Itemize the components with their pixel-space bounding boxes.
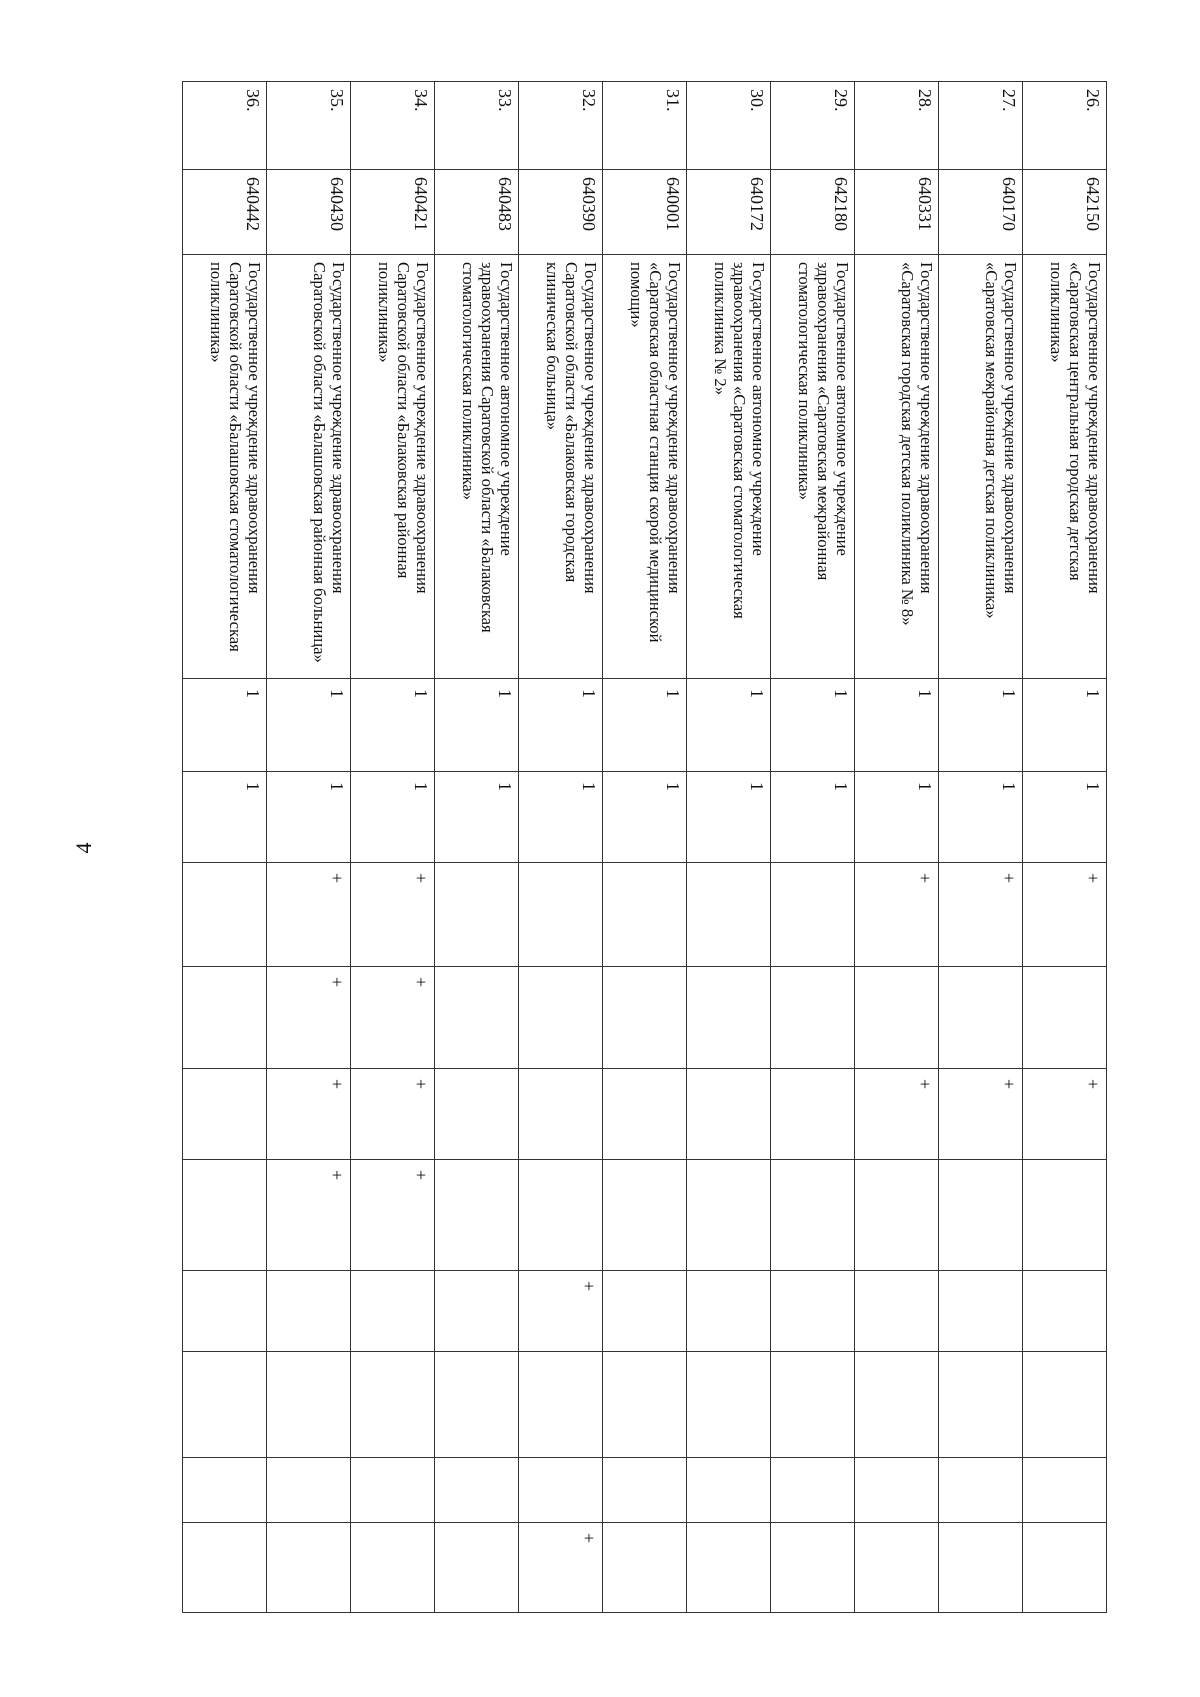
value-cell-8 xyxy=(519,1352,603,1458)
org-code-cell: 640170 xyxy=(939,170,1023,255)
value-cell-2: 1 xyxy=(435,772,519,863)
value-cell-8 xyxy=(687,1352,771,1458)
value-cell-4 xyxy=(183,967,267,1069)
value-cell-4: + xyxy=(267,967,351,1069)
value-cell-10 xyxy=(939,1523,1023,1613)
org-code-cell: 642180 xyxy=(771,170,855,255)
org-code-cell: 640390 xyxy=(519,170,603,255)
org-code-cell: 640442 xyxy=(183,170,267,255)
value-cell-5 xyxy=(435,1069,519,1160)
value-cell-1: 1 xyxy=(351,679,435,772)
row-number-cell: 30. xyxy=(687,82,771,170)
value-cell-9 xyxy=(771,1458,855,1523)
value-cell-7 xyxy=(939,1271,1023,1352)
value-cell-7 xyxy=(855,1271,939,1352)
value-cell-6 xyxy=(687,1160,771,1271)
value-cell-4 xyxy=(603,967,687,1069)
value-cell-3: + xyxy=(855,863,939,967)
value-cell-10: + xyxy=(519,1523,603,1613)
value-cell-3 xyxy=(687,863,771,967)
value-cell-1: 1 xyxy=(1023,679,1107,772)
org-code-cell: 640001 xyxy=(603,170,687,255)
value-cell-3: + xyxy=(267,863,351,967)
medical-organizations-table xyxy=(182,81,1107,1613)
value-cell-4 xyxy=(771,967,855,1069)
value-cell-2: 1 xyxy=(855,772,939,863)
value-cell-8 xyxy=(771,1352,855,1458)
row-number-cell: 33. xyxy=(435,82,519,170)
row-number-cell: 34. xyxy=(351,82,435,170)
value-cell-9 xyxy=(687,1458,771,1523)
value-cell-9 xyxy=(519,1458,603,1523)
value-cell-10 xyxy=(351,1523,435,1613)
value-cell-1: 1 xyxy=(771,679,855,772)
value-cell-8 xyxy=(939,1352,1023,1458)
org-name-cell: Государственное учреждение здравоохранения Саратовской области «Балашовская стоматологическая поликлиника» xyxy=(183,255,267,679)
value-cell-5: + xyxy=(939,1069,1023,1160)
value-cell-10 xyxy=(183,1523,267,1613)
value-cell-1: 1 xyxy=(855,679,939,772)
value-cell-6 xyxy=(939,1160,1023,1271)
value-cell-2: 1 xyxy=(267,772,351,863)
org-code-cell: 640172 xyxy=(687,170,771,255)
row-number-cell: 27. xyxy=(939,82,1023,170)
value-cell-5 xyxy=(183,1069,267,1160)
value-cell-3: + xyxy=(1023,863,1107,967)
value-cell-7 xyxy=(771,1271,855,1352)
org-name-cell: Государственное учреждение здравоохранения «Саратовская городская детская поликлиника № 8» xyxy=(855,255,939,679)
value-cell-2: 1 xyxy=(771,772,855,863)
value-cell-9 xyxy=(267,1458,351,1523)
value-cell-3: + xyxy=(939,863,1023,967)
table-row xyxy=(435,82,519,1613)
value-cell-2: 1 xyxy=(1023,772,1107,863)
value-cell-7 xyxy=(183,1271,267,1352)
table-row xyxy=(1023,82,1107,1613)
value-cell-3 xyxy=(183,863,267,967)
value-cell-2: 1 xyxy=(687,772,771,863)
value-cell-10 xyxy=(1023,1523,1107,1613)
value-cell-7: + xyxy=(519,1271,603,1352)
value-cell-10 xyxy=(603,1523,687,1613)
value-cell-5 xyxy=(771,1069,855,1160)
org-code-cell: 640483 xyxy=(435,170,519,255)
value-cell-6 xyxy=(519,1160,603,1271)
value-cell-10 xyxy=(687,1523,771,1613)
value-cell-1: 1 xyxy=(183,679,267,772)
value-cell-5 xyxy=(603,1069,687,1160)
row-number-cell: 29. xyxy=(771,82,855,170)
value-cell-3 xyxy=(771,863,855,967)
org-code-cell: 640430 xyxy=(267,170,351,255)
org-name-cell: Государственное учреждение здравоохранения «Саратовская межрайонная детская поликлиника» xyxy=(939,255,1023,679)
value-cell-4 xyxy=(687,967,771,1069)
value-cell-10 xyxy=(435,1523,519,1613)
value-cell-6: + xyxy=(267,1160,351,1271)
value-cell-10 xyxy=(267,1523,351,1613)
value-cell-4: + xyxy=(351,967,435,1069)
row-number-cell: 32. xyxy=(519,82,603,170)
value-cell-3 xyxy=(603,863,687,967)
value-cell-6 xyxy=(855,1160,939,1271)
value-cell-5 xyxy=(519,1069,603,1160)
value-cell-7 xyxy=(435,1271,519,1352)
value-cell-4 xyxy=(519,967,603,1069)
value-cell-3: + xyxy=(351,863,435,967)
org-name-cell: Государственное автономное учреждение здравоохранения Саратовской области «Балаковская стоматологическая поликлиника» xyxy=(435,255,519,679)
value-cell-5 xyxy=(687,1069,771,1160)
value-cell-5: + xyxy=(351,1069,435,1160)
org-name-cell: Государственное учреждение здравоохранения «Саратовская центральная городская детская поликлиника» xyxy=(1023,255,1107,679)
table-row xyxy=(351,82,435,1613)
row-number-cell: 36. xyxy=(183,82,267,170)
row-number-cell: 26. xyxy=(1023,82,1107,170)
table-row xyxy=(939,82,1023,1613)
table-row xyxy=(687,82,771,1613)
table-row xyxy=(183,82,267,1613)
value-cell-5: + xyxy=(1023,1069,1107,1160)
value-cell-8 xyxy=(351,1352,435,1458)
value-cell-7 xyxy=(351,1271,435,1352)
row-number-cell: 31. xyxy=(603,82,687,170)
value-cell-6 xyxy=(435,1160,519,1271)
value-cell-3 xyxy=(435,863,519,967)
value-cell-9 xyxy=(1023,1458,1107,1523)
value-cell-6 xyxy=(183,1160,267,1271)
value-cell-10 xyxy=(771,1523,855,1613)
value-cell-5: + xyxy=(267,1069,351,1160)
value-cell-8 xyxy=(183,1352,267,1458)
value-cell-4 xyxy=(855,967,939,1069)
value-cell-5: + xyxy=(855,1069,939,1160)
document-page-rotated xyxy=(176,81,1107,1612)
value-cell-6: + xyxy=(351,1160,435,1271)
value-cell-2: 1 xyxy=(939,772,1023,863)
page-number: 4 xyxy=(71,842,96,854)
table-row xyxy=(771,82,855,1613)
table-row xyxy=(855,82,939,1613)
table-body xyxy=(183,82,1107,1613)
value-cell-8 xyxy=(435,1352,519,1458)
org-name-cell: Государственное автономное учреждение здравоохранения «Саратовская межрайонная стоматологическая поликлиника» xyxy=(771,255,855,679)
org-name-cell: Государственное учреждение здравоохранения «Саратовская областная станция скорой медицинской помощи» xyxy=(603,255,687,679)
value-cell-9 xyxy=(435,1458,519,1523)
value-cell-1: 1 xyxy=(687,679,771,772)
value-cell-6 xyxy=(1023,1160,1107,1271)
value-cell-9 xyxy=(939,1458,1023,1523)
value-cell-8 xyxy=(603,1352,687,1458)
value-cell-4 xyxy=(939,967,1023,1069)
value-cell-1: 1 xyxy=(939,679,1023,772)
org-code-cell: 640421 xyxy=(351,170,435,255)
value-cell-6 xyxy=(771,1160,855,1271)
org-code-cell: 640331 xyxy=(855,170,939,255)
value-cell-9 xyxy=(603,1458,687,1523)
value-cell-8 xyxy=(855,1352,939,1458)
value-cell-4 xyxy=(435,967,519,1069)
table-row xyxy=(603,82,687,1613)
value-cell-7 xyxy=(267,1271,351,1352)
row-number-cell: 28. xyxy=(855,82,939,170)
value-cell-2: 1 xyxy=(519,772,603,863)
value-cell-4 xyxy=(1023,967,1107,1069)
value-cell-9 xyxy=(855,1458,939,1523)
value-cell-2: 1 xyxy=(603,772,687,863)
org-code-cell: 642150 xyxy=(1023,170,1107,255)
value-cell-2: 1 xyxy=(351,772,435,863)
value-cell-10 xyxy=(855,1523,939,1613)
value-cell-1: 1 xyxy=(519,679,603,772)
value-cell-9 xyxy=(351,1458,435,1523)
org-name-cell: Государственное автономное учреждение здравоохранения «Саратовская стоматологическая поликлиника № 2» xyxy=(687,255,771,679)
value-cell-3 xyxy=(519,863,603,967)
table-row xyxy=(519,82,603,1613)
value-cell-1: 1 xyxy=(267,679,351,772)
org-name-cell: Государственное учреждение здравоохранения Саратовской области «Балаковская городская клиническая больница» xyxy=(519,255,603,679)
table-row xyxy=(267,82,351,1613)
value-cell-8 xyxy=(1023,1352,1107,1458)
value-cell-8 xyxy=(267,1352,351,1458)
value-cell-7 xyxy=(1023,1271,1107,1352)
org-name-cell: Государственное учреждение здравоохранения Саратовской области «Балашовская районная больница» xyxy=(267,255,351,679)
value-cell-2: 1 xyxy=(183,772,267,863)
value-cell-1: 1 xyxy=(435,679,519,772)
org-name-cell: Государственное учреждение здравоохранения Саратовской области «Балаковская районная поликлиника» xyxy=(351,255,435,679)
value-cell-9 xyxy=(183,1458,267,1523)
row-number-cell: 35. xyxy=(267,82,351,170)
value-cell-6 xyxy=(603,1160,687,1271)
value-cell-7 xyxy=(687,1271,771,1352)
value-cell-7 xyxy=(603,1271,687,1352)
value-cell-1: 1 xyxy=(603,679,687,772)
